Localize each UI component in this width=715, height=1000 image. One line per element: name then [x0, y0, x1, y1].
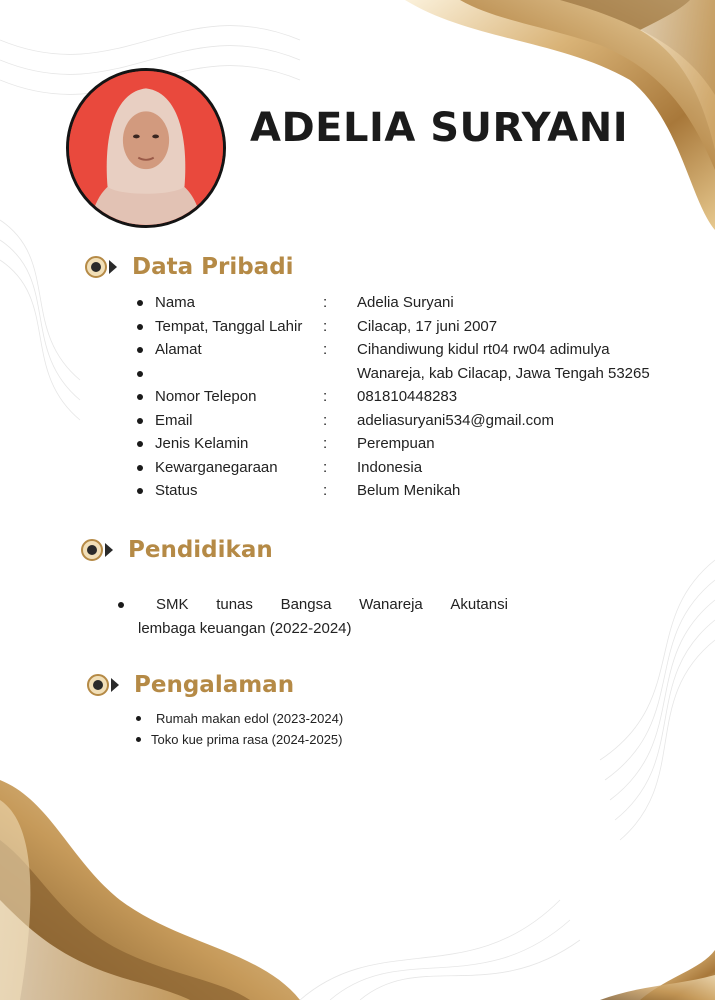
email-value: adeliasuryani534@gmail.com [357, 411, 554, 429]
education-word: SMK [156, 596, 189, 613]
section-title: Pendidikan [128, 537, 273, 563]
section-title: Data Pribadi [132, 254, 294, 280]
section-header-personal [84, 254, 294, 280]
bullet-icon [137, 394, 143, 400]
education-word: Wanareja [359, 596, 423, 613]
profile-photo [66, 68, 226, 228]
bullet-icon [137, 324, 143, 330]
field-value: Perempuan [357, 435, 435, 452]
page-title: ADELIA SURYANI [250, 105, 629, 151]
field-label: Status [155, 482, 198, 499]
avatar-icon [69, 71, 223, 225]
education-entry [118, 593, 508, 641]
bullet-icon [137, 300, 143, 306]
field-label: Nomor Telepon [155, 388, 257, 405]
section-title: Pengalaman [134, 672, 295, 698]
circle-with-arrow-icon [86, 673, 130, 697]
bullet-icon [137, 441, 143, 447]
separator: : [323, 388, 328, 405]
bullet-icon [137, 347, 143, 353]
separator: : [323, 435, 328, 452]
section-header-experience [86, 672, 294, 698]
education-word: Akutansi [450, 596, 508, 613]
field-label: Nama [155, 294, 196, 311]
separator: : [323, 341, 328, 358]
education-word: tunas [216, 596, 253, 613]
field-value: Cilacap, 17 juni 2007 [357, 317, 498, 335]
separator: : [323, 294, 328, 311]
education-word: Bangsa [280, 596, 332, 613]
bullet-icon [137, 418, 143, 424]
education-line-2: lembaga keuangan (2022-2024) [138, 620, 352, 637]
separator: : [323, 317, 328, 335]
separator: : [323, 458, 328, 476]
bullet-icon [137, 465, 143, 471]
bullet-icon [136, 737, 141, 742]
experience-item: Rumah makan edol (2023-2024) [156, 711, 344, 726]
separator: : [323, 411, 328, 429]
field-value: Belum Menikah [357, 482, 461, 499]
field-label: Alamat [155, 341, 202, 358]
field-label: Jenis Kelamin [155, 435, 249, 452]
circle-with-arrow-icon [80, 538, 124, 562]
bullet-icon [137, 488, 143, 494]
field-value: Adelia Suryani [357, 294, 454, 311]
experience-item: Toko kue prima rasa (2024-2025) [151, 732, 343, 747]
separator: : [323, 482, 328, 499]
bullet-icon [136, 716, 141, 721]
education-line-1 [118, 593, 508, 617]
field-label: Kewarganegaraan [155, 458, 278, 476]
field-label: Tempat, Tanggal Lahir [155, 317, 303, 335]
section-header-education [80, 537, 273, 563]
circle-with-arrow-icon [84, 255, 128, 279]
bullet-icon [118, 602, 124, 608]
field-value: Cihandiwung kidul rt04 rw04 adimulya [357, 341, 610, 358]
bullet-icon [137, 371, 143, 377]
field-value: Wanareja, kab Cilacap, Jawa Tengah 53265 [357, 364, 650, 382]
field-value: 081810448283 [357, 388, 458, 405]
field-label: Email [155, 411, 193, 429]
field-value: Indonesia [357, 458, 423, 476]
